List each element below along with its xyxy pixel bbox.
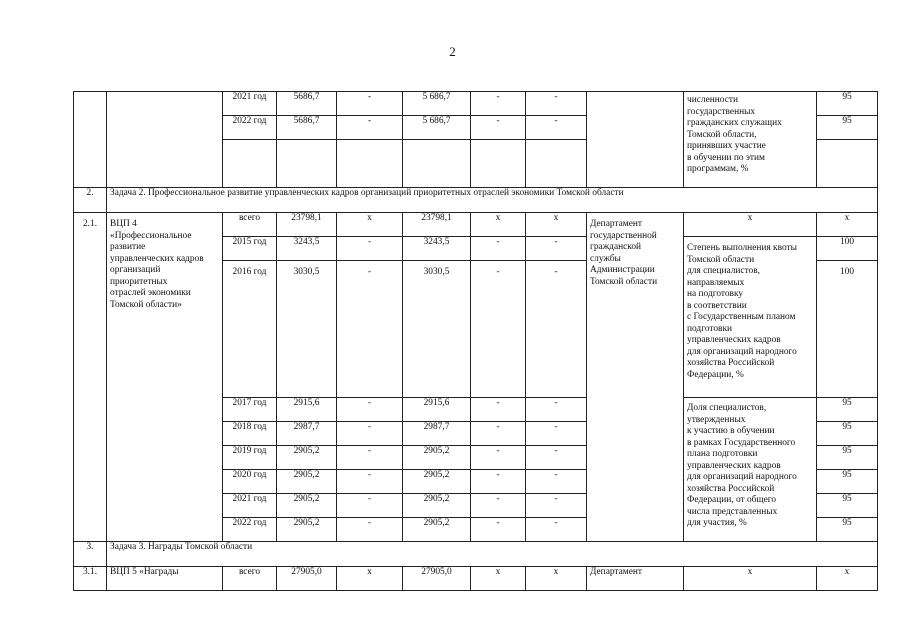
program-name: ВЦП 5 «Награды <box>107 567 223 591</box>
table-row: 2021 год 5686,7 - 5 686,7 - - численности государственных гражданских служащих Томской области, принявших участие в обучении по этим программам, % 95 <box>74 92 878 116</box>
table-row: 2022 год 2905,2 - 2905,2 - - 95 <box>74 518 878 542</box>
page-number: 2 <box>449 44 456 59</box>
indicator-cell: Степень выполнения квоты Томской области для специалистов, направляемых на подготовку в соответствии с Государственным планом подготовки управленческих кадров для организаций народного хозяйства Российской Федерации, % <box>684 237 817 398</box>
table-row: 3.1. ВЦП 5 «Награды всего 27905,0 x 27905,0 x x Департамент x x <box>74 567 878 591</box>
table-row: 2.1. ВЦП 4 «Профессиональное развитие управленческих кадров организаций приоритетных отраслей экономики Томской области» всего 23798,1 x 23798,1 x x Департамент государственной гражданской службы Администрации Томской области x x <box>74 213 878 237</box>
table-row: 2017 год 2915,6 - 2915,6 - - Доля специалистов, утвержденных к участию в обучении в рамках Государственного плана подготовки управленческих кадров для организаций народного хозяйства Российской Федерации, от общего числа представленных для участия, % 95 <box>74 398 878 422</box>
table-row: 2018 год 2987,7 - 2987,7 - - 95 <box>74 422 878 446</box>
indicator-cell: численности государственных гражданских служащих Томской области, принявших участие в обучении по этим программам, % <box>684 92 817 188</box>
executor-cell: Департамент <box>587 567 684 591</box>
task-row: 3. Задача 3. Награды Томской области <box>74 542 878 567</box>
table-row: 2015 год 3243,5 - 3243,5 - - Степень выполнения квоты Томской области для специалистов, направляемых на подготовку в соответствии с Государственным планом подготовки управленческих кадров для организаций народного хозяйства Российской Федерации, % 100 <box>74 237 878 261</box>
task-title: Задача 2. Профессиональное развитие управленческих кадров организаций приоритетных отраслей экономики Томской области <box>107 188 878 213</box>
program-name: ВЦП 4 «Профессиональное развитие управленческих кадров организаций приоритетных отраслей экономики Томской области» <box>107 213 223 542</box>
indicator-cell: Доля специалистов, утвержденных к участию в обучении в рамках Государственного плана подготовки управленческих кадров для организаций народного хозяйства Российской Федерации, от общего числа представленных для участия, % <box>684 398 817 542</box>
table-row: 2020 год 2905,2 - 2905,2 - - 95 <box>74 470 878 494</box>
task-row: 2. Задача 2. Профессиональное развитие управленческих кадров организаций приоритетных отраслей экономики Томской области <box>74 188 878 213</box>
executor-cell: Департамент государственной гражданской службы Администрации Томской области <box>587 213 684 542</box>
program-table <box>73 91 878 591</box>
table-row: 2019 год 2905,2 - 2905,2 - - 95 <box>74 446 878 470</box>
table-row: 2016 год 3030,5 - 3030,5 - - 100 <box>74 261 878 398</box>
table-row: 2022 год 5686,7 - 5 686,7 - - 95 <box>74 116 878 140</box>
table-row: 2021 год 2905,2 - 2905,2 - - 95 <box>74 494 878 518</box>
task-title: Задача 3. Награды Томской области <box>107 542 878 567</box>
